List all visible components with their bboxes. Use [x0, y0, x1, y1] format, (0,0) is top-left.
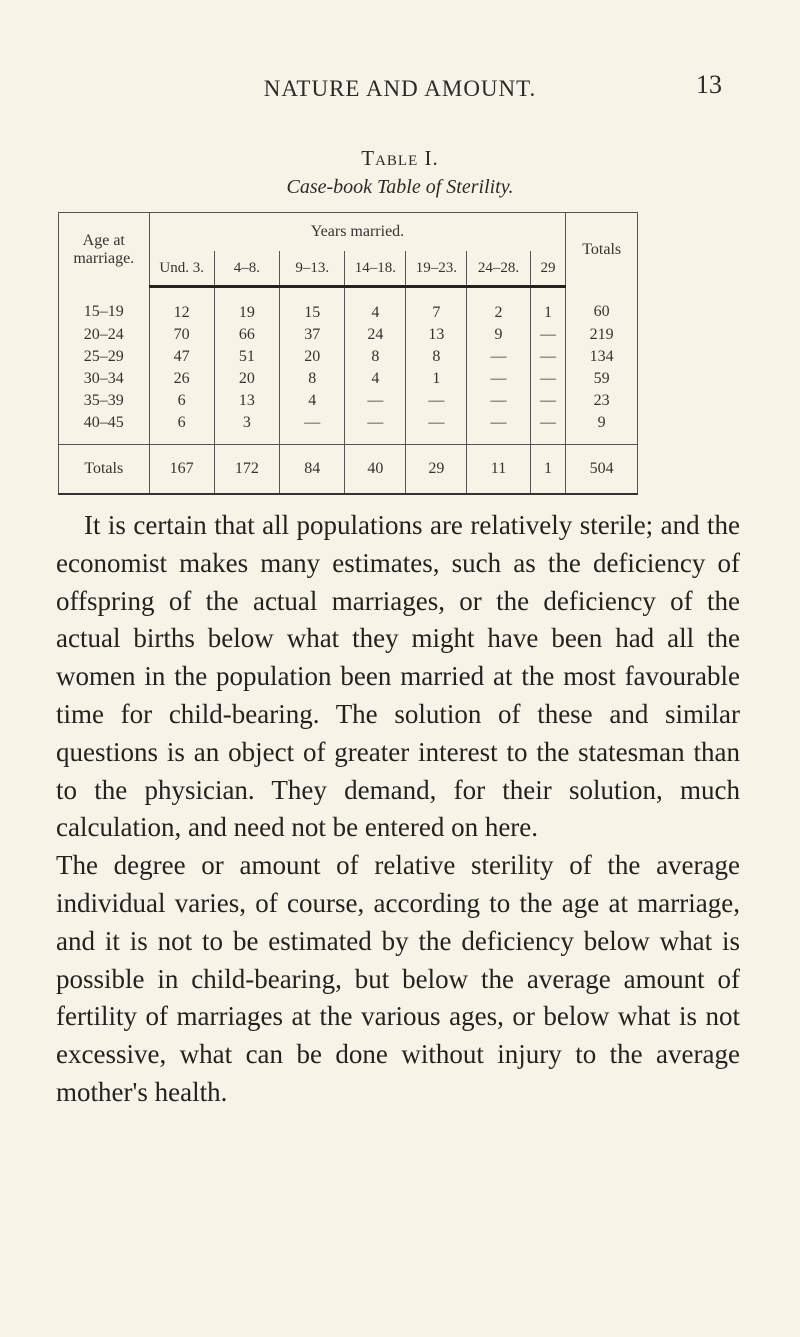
table-cell: 4	[345, 287, 406, 325]
column-header: 9–13.	[280, 251, 345, 287]
table-row	[59, 390, 638, 412]
column-header: 4–8.	[214, 251, 279, 287]
column-total-cell: 84	[280, 445, 345, 495]
age-at-marriage-header: Age at marriage.	[59, 213, 150, 287]
table-cell: —	[345, 390, 406, 412]
row-total-cell: 134	[566, 346, 638, 368]
column-total-cell: 29	[406, 445, 467, 495]
table-cell: 20	[214, 368, 279, 390]
page-number: 13	[696, 70, 722, 99]
age-cell: 25–29	[59, 346, 150, 368]
table-cell: 9	[467, 324, 530, 346]
table-cell: 8	[280, 368, 345, 390]
column-header: 19–23.	[406, 251, 467, 287]
table-cell: 6	[149, 412, 214, 445]
table-cell: 15	[280, 287, 345, 325]
table-cell: 1	[530, 287, 566, 325]
age-cell: 30–34	[59, 368, 150, 390]
totals-label: Totals	[59, 445, 150, 495]
table-cell: 26	[149, 368, 214, 390]
table-cell: 19	[214, 287, 279, 325]
table-row	[59, 324, 638, 346]
column-total-cell: 1	[530, 445, 566, 495]
table-cell: 13	[214, 390, 279, 412]
running-head: NATURE AND AMOUNT.	[263, 76, 537, 101]
row-total-cell: 219	[566, 324, 638, 346]
age-cell: 20–24	[59, 324, 150, 346]
age-cell: 40–45	[59, 412, 150, 445]
table-cell: 8	[345, 346, 406, 368]
table-caption: Case-book Table of Sterility.	[286, 176, 514, 198]
table-cell: —	[406, 412, 467, 445]
table-cell: 4	[280, 390, 345, 412]
paragraph: It is certain that all populations are relatively sterile; and the economist makes many estimates, such as the deficiency of offspring of the actual marriages, or the deficiency of the actual births below what they might have been had all the women in the population been married at the most favourable time for child-bearing. The solution of these and similar questions is an object of greater interest to the statesman than to the physician. They demand, for their solution, much calculation, and need not be entered on here.	[56, 510, 740, 843]
column-header: Und. 3.	[149, 251, 214, 287]
table-cell: 7	[406, 287, 467, 325]
row-total-cell: 23	[566, 390, 638, 412]
table-cell: 47	[149, 346, 214, 368]
totals-header: Totals	[566, 213, 638, 287]
table-cell: 70	[149, 324, 214, 346]
table-cell: 8	[406, 346, 467, 368]
table-cell: 66	[214, 324, 279, 346]
grand-total-cell: 504	[566, 445, 638, 495]
column-total-cell: 167	[149, 445, 214, 495]
row-total-cell: 9	[566, 412, 638, 445]
age-cell: 15–19	[59, 287, 150, 325]
column-total-cell: 40	[345, 445, 406, 495]
table-row	[59, 287, 638, 325]
column-header: 24–28.	[467, 251, 530, 287]
table-cell: —	[406, 390, 467, 412]
table-cell: 3	[214, 412, 279, 445]
body-text	[56, 507, 740, 1112]
table-row	[59, 368, 638, 390]
table-cell: —	[530, 412, 566, 445]
table-cell: —	[280, 412, 345, 445]
table-cell: 6	[149, 390, 214, 412]
table-cell: —	[467, 346, 530, 368]
row-total-cell: 60	[566, 287, 638, 325]
table-cell: 51	[214, 346, 279, 368]
age-cell: 35–39	[59, 390, 150, 412]
column-total-cell: 172	[214, 445, 279, 495]
table-cell: —	[530, 346, 566, 368]
column-header: 14–18.	[345, 251, 406, 287]
table-cell: 2	[467, 287, 530, 325]
table-cell: 13	[406, 324, 467, 346]
column-total-cell: 11	[467, 445, 530, 495]
totals-row	[59, 445, 638, 495]
table-cell: —	[345, 412, 406, 445]
table-cell: 1	[406, 368, 467, 390]
years-married-header: Years married.	[149, 213, 566, 252]
table-row	[59, 412, 638, 445]
table-cell: 20	[280, 346, 345, 368]
table-cell: 37	[280, 324, 345, 346]
sterility-table	[58, 212, 638, 495]
table-row	[59, 346, 638, 368]
table-cell: —	[530, 368, 566, 390]
table-label: Table I.	[361, 146, 439, 170]
paragraph: The degree or amount of relative sterility of the average individual varies, of course, according to the age at marriage, and it is not to be estimated by the deficiency below what is possible in child-bearing, but below the average amount of fertility of marriages at the various ages, or below what is not excessive, what can be done without injury to the average mother's health.	[56, 850, 740, 1107]
table-cell: 4	[345, 368, 406, 390]
table-cell: —	[467, 390, 530, 412]
table-cell: —	[467, 368, 530, 390]
table-cell: —	[530, 324, 566, 346]
table-cell: —	[530, 390, 566, 412]
table-cell: 24	[345, 324, 406, 346]
table-cell: 12	[149, 287, 214, 325]
table-cell: —	[467, 412, 530, 445]
column-header: 29	[530, 251, 566, 287]
row-total-cell: 59	[566, 368, 638, 390]
